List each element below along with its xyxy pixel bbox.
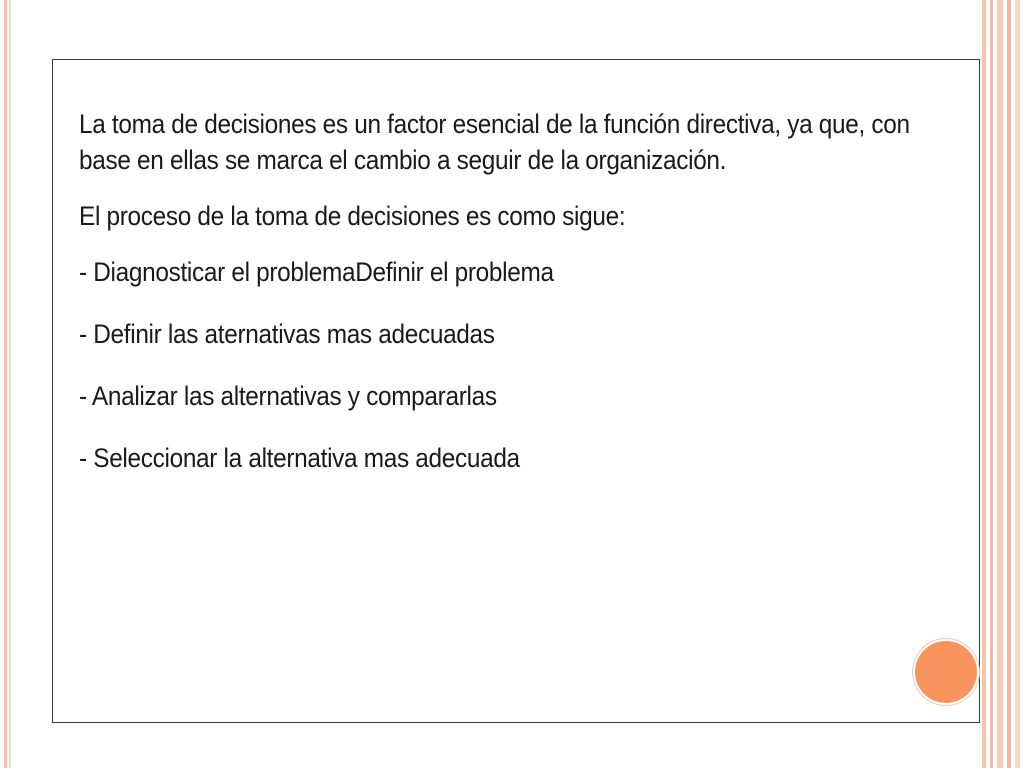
right-border-stripe	[982, 0, 986, 768]
right-border-stripe	[990, 0, 993, 768]
step-item: - Analizar las alternativas y compararlas	[79, 381, 497, 411]
intro-paragraph: La toma de decisiones es un factor esencial de la función directiva, ya que, con base en ellas se marca el cambio a seguir de la organización.	[79, 109, 910, 175]
right-border-stripe	[1015, 0, 1020, 768]
orange-circle-icon	[913, 639, 979, 705]
step-item: - Diagnosticar el problemaDefinir el problema	[79, 257, 554, 287]
left-border-stripe	[4, 0, 7, 768]
slide-body	[79, 106, 910, 502]
process-heading: El proceso de la toma de decisiones es como sigue:	[79, 201, 626, 231]
step-item: - Definir las aternativas mas adecuadas	[79, 319, 495, 349]
left-border-stripe	[9, 0, 11, 768]
right-border-stripe	[1007, 0, 1011, 768]
step-item: - Seleccionar la alternativa mas adecuada	[79, 443, 520, 473]
right-border-stripe	[997, 0, 1003, 768]
content-frame	[52, 59, 980, 723]
